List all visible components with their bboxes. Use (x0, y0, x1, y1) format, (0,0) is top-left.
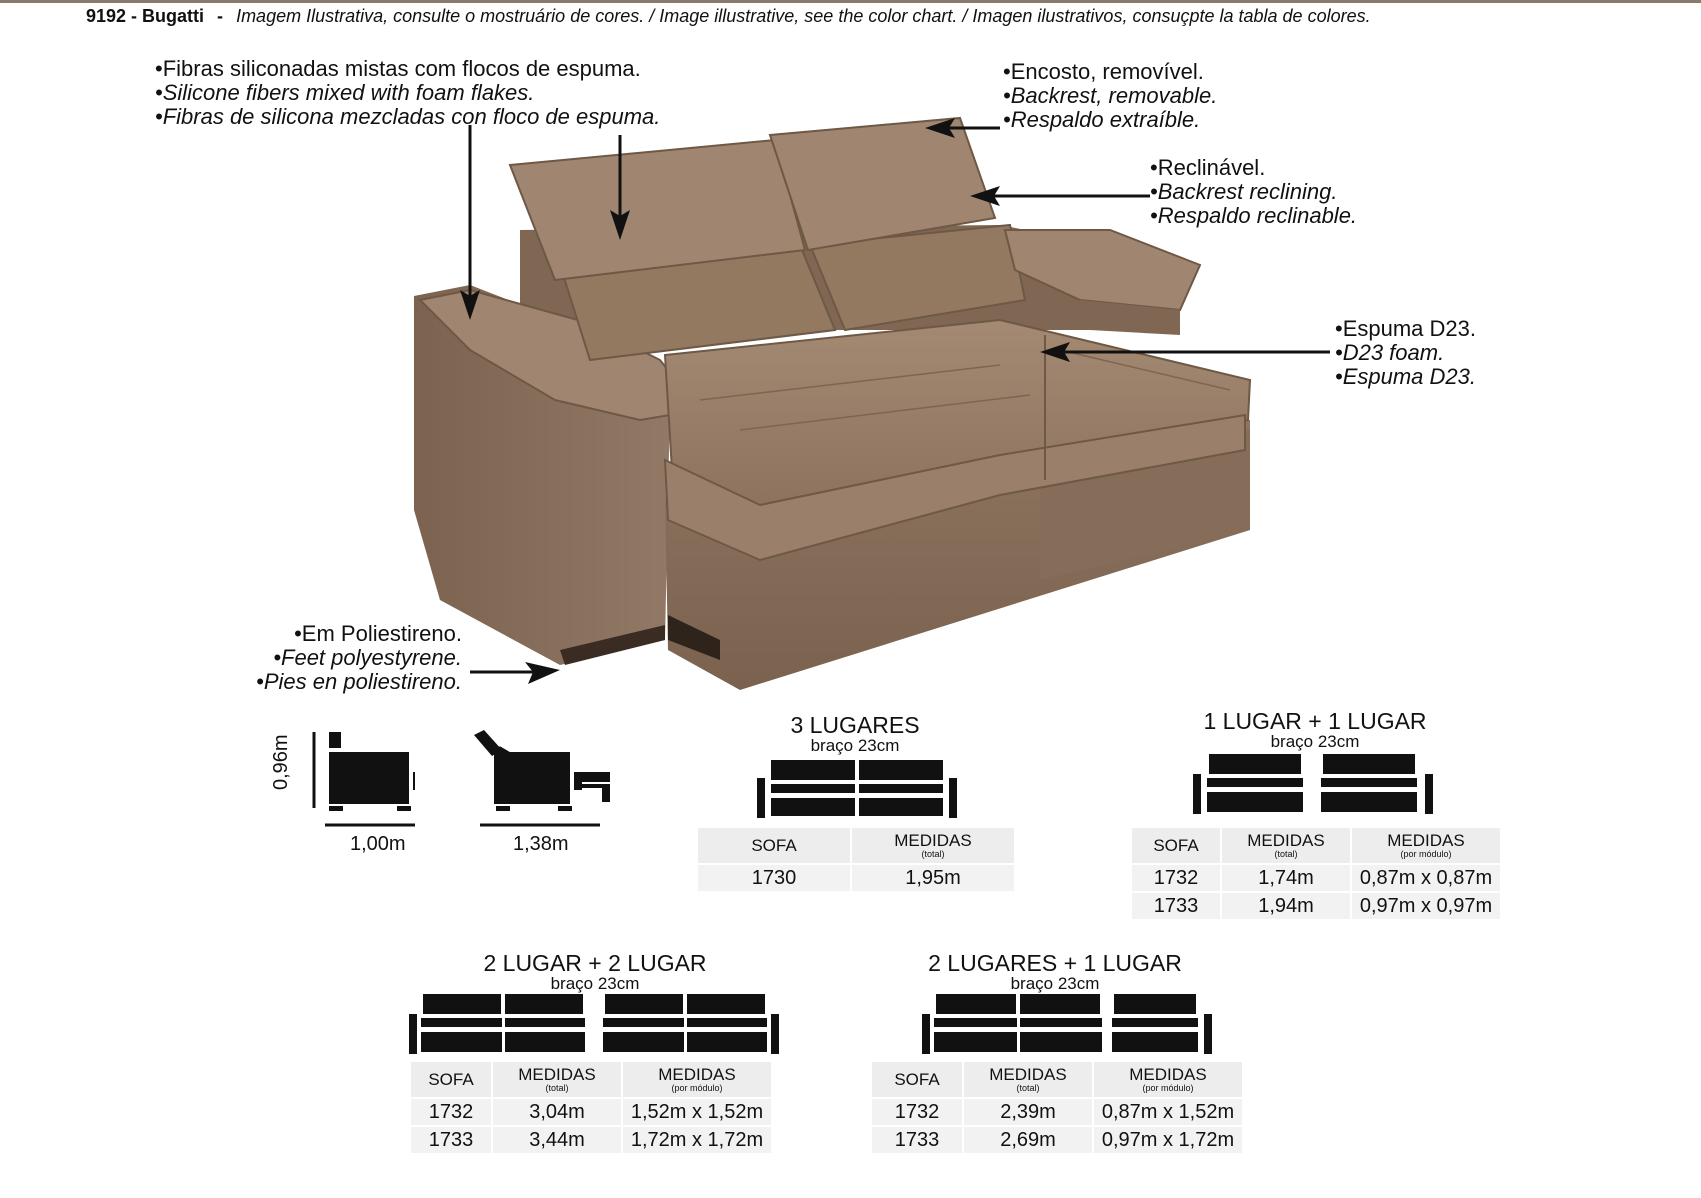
header-medidas: MEDIDAS (894, 831, 972, 850)
cell-medidas-total: 3,44m (493, 1127, 621, 1153)
config-subtitle: braço 23cm (1010, 974, 1100, 993)
header-medidas: MEDIDAS (1129, 1065, 1207, 1084)
callout-fibers-en: •Silicone fibers mixed with foam flakes. (155, 80, 535, 105)
header-medidas-total (964, 1062, 1092, 1097)
callout-reclining (1150, 156, 1357, 228)
callout-feet-en: •Feet polyestyrene. (273, 645, 462, 670)
depth-closed-label: 1,00m (350, 833, 406, 855)
cell-medidas-modulo: 1,52m x 1,52m (623, 1099, 771, 1125)
table-row (698, 865, 1014, 891)
product-code: 9192 - Bugatti (86, 6, 205, 26)
header-medidas: MEDIDAS (518, 1065, 596, 1084)
callout-backrest-es: •Respaldo extraíble. (1003, 107, 1201, 132)
cell-medidas-modulo: 0,87m x 0,87m (1352, 865, 1500, 891)
header-medidas: MEDIDAS (1247, 831, 1325, 850)
config-subtitle: braço 23cm (1270, 732, 1360, 751)
cell-medidas-total: 1,74m (1222, 865, 1350, 891)
callout-feet-pt: •Em Poliestireno. (294, 621, 462, 646)
sofa-2-2-icon (409, 992, 779, 1056)
header-sofa: SOFA (698, 828, 850, 863)
header-medidas: MEDIDAS (658, 1065, 736, 1084)
cell-sofa: 1733 (872, 1127, 962, 1153)
depth-open-label: 1,38m (513, 833, 569, 855)
config-3-lugares-table (696, 826, 1016, 893)
header-sofa: SOFA (1132, 828, 1220, 863)
header-total: (total) (545, 1083, 569, 1093)
config-2-1-title (925, 952, 1185, 993)
sofa-3-seat-icon (757, 758, 957, 820)
config-subtitle: braço 23cm (550, 974, 640, 993)
header-por-modulo: (por módulo) (671, 1083, 723, 1093)
callout-backrest-pt: •Encosto, removível. (1003, 59, 1204, 84)
cell-sofa: 1730 (698, 865, 850, 891)
profile-open-icon (470, 720, 610, 830)
cell-medidas-total: 2,39m (964, 1099, 1092, 1125)
header-total: (total) (1274, 849, 1298, 859)
cell-medidas-modulo: 0,97m x 0,97m (1352, 893, 1500, 919)
height-label: 0,96m (270, 734, 292, 790)
header-sofa: SOFA (411, 1062, 491, 1097)
callout-fibers (155, 57, 660, 129)
table-row (411, 1099, 771, 1125)
callout-reclining-pt: •Reclinável. (1150, 155, 1266, 180)
cell-medidas-total: 3,04m (493, 1099, 621, 1125)
cell-sofa: 1732 (411, 1099, 491, 1125)
config-2-2-title (470, 952, 720, 993)
config-3-lugares-title (745, 714, 965, 755)
config-1-1-title (1195, 710, 1435, 751)
config-subtitle: braço 23cm (810, 736, 900, 755)
header-medidas-modulo (1094, 1062, 1242, 1097)
cell-sofa: 1732 (872, 1099, 962, 1125)
header-total: (total) (1016, 1083, 1040, 1093)
cell-sofa: 1733 (411, 1127, 491, 1153)
header-medidas-total (1222, 828, 1350, 863)
cell-medidas-modulo: 0,87m x 1,52m (1094, 1099, 1242, 1125)
header-total: (total) (921, 849, 945, 859)
header-medidas: MEDIDAS (989, 1065, 1067, 1084)
header-separator: - (217, 6, 224, 26)
table-row (872, 1127, 1242, 1153)
table-row (411, 1127, 771, 1153)
callout-reclining-en: •Backrest reclining. (1150, 179, 1338, 204)
header-note: Imagem Ilustrativa, consulte o mostruário de cores. / Image illustrative, see the color chart. / Imagen ilustrativos, consuçpte la tabla de colores. (236, 6, 1371, 26)
header-medidas: MEDIDAS (1387, 831, 1465, 850)
header-sofa: SOFA (872, 1062, 962, 1097)
sofa-1-1-icon (1193, 752, 1433, 816)
table-row (1132, 865, 1500, 891)
header-por-modulo: (por módulo) (1400, 849, 1452, 859)
callout-foam (1335, 317, 1476, 389)
cell-medidas-total: 2,69m (964, 1127, 1092, 1153)
cell-medidas-total: 1,94m (1222, 893, 1350, 919)
callout-backrest (1003, 60, 1217, 132)
config-title: 2 LUGARES + 1 LUGAR (928, 950, 1182, 976)
callout-foam-es: •Espuma D23. (1335, 364, 1476, 389)
sofa-2-1-icon (922, 992, 1212, 1056)
profile-closed-icon (285, 720, 415, 830)
config-2-1-table (870, 1060, 1244, 1155)
header-medidas-modulo (1352, 828, 1500, 863)
callout-feet (200, 622, 462, 694)
callout-reclining-es: •Respaldo reclinable. (1150, 203, 1358, 228)
config-title: 3 LUGARES (790, 712, 920, 738)
cell-sofa: 1733 (1132, 893, 1220, 919)
callout-foam-pt: •Espuma D23. (1335, 316, 1476, 341)
table-row (1132, 893, 1500, 919)
callout-foam-en: •D23 foam. (1335, 340, 1445, 365)
header-por-modulo: (por módulo) (1142, 1083, 1194, 1093)
cell-medidas: 1,95m (852, 865, 1014, 891)
table-row (872, 1099, 1242, 1125)
callout-feet-es: •Pies en poliestireno. (256, 669, 462, 694)
cell-medidas-modulo: 0,97m x 1,72m (1094, 1127, 1242, 1153)
cell-sofa: 1732 (1132, 865, 1220, 891)
callout-fibers-pt: •Fibras siliconadas mistas com flocos de espuma. (155, 56, 641, 81)
header-medidas-modulo (623, 1062, 771, 1097)
callout-fibers-es: •Fibras de silicona mezcladas con floco de espuma. (155, 104, 661, 129)
callout-backrest-en: •Backrest, removable. (1003, 83, 1218, 108)
header-medidas-total (493, 1062, 621, 1097)
config-title: 1 LUGAR + 1 LUGAR (1203, 708, 1427, 734)
config-title: 2 LUGAR + 2 LUGAR (483, 950, 707, 976)
cell-medidas-modulo: 1,72m x 1,72m (623, 1127, 771, 1153)
header-medidas-total (852, 828, 1014, 863)
config-1-1-table (1130, 826, 1502, 921)
config-2-2-table (409, 1060, 773, 1155)
